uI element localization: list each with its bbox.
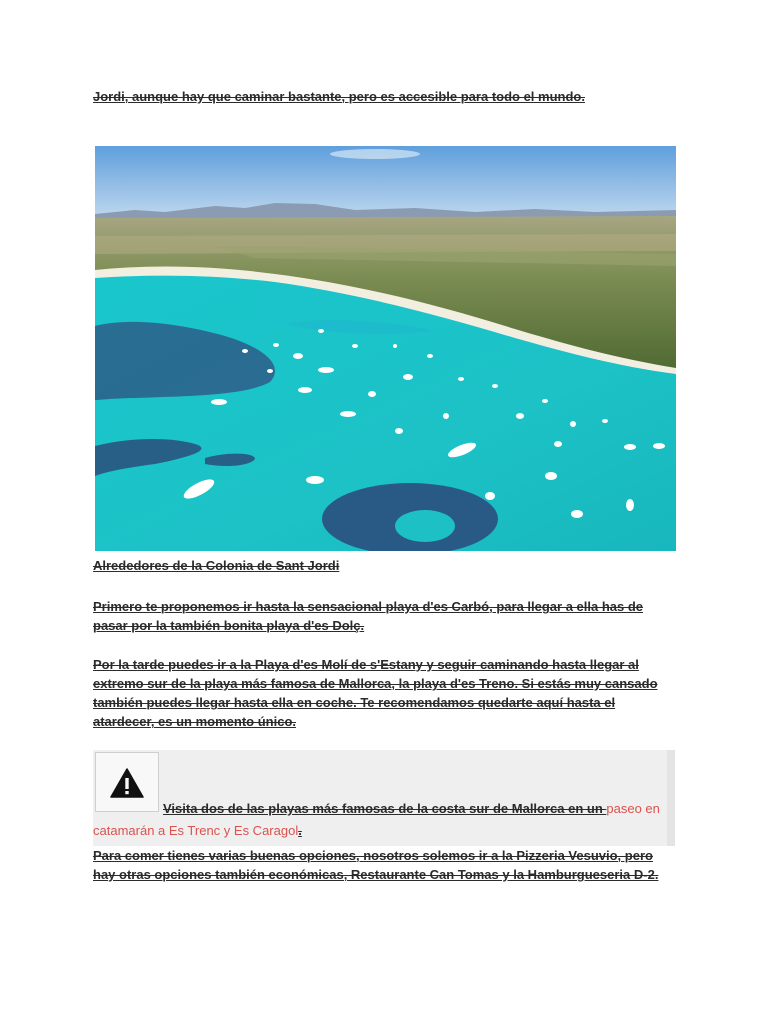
photo-caption: Alrededores de la Colonia de Sant Jordi bbox=[93, 558, 340, 573]
catamaran-tour-link[interactable]: paseo en catamarán a Es Trenc y Es Caragol bbox=[93, 801, 660, 838]
tip-text-after: . bbox=[298, 823, 302, 838]
tip-callout bbox=[93, 750, 675, 846]
warning-icon bbox=[110, 768, 144, 798]
paragraph-tarde: Por la tarde puedes ir a la Playa d'es Molí de s'Estany y seguir caminando hasta llegar al extremo sur de la playa más famosa de Mallorca, la playa d'es Treno. Si estás muy cansado también puedes llegar hasta ella en coche. Te recomendamos quedarte aquí hasta el atardecer, es un momento único. bbox=[93, 657, 658, 729]
tip-text bbox=[93, 798, 671, 842]
intro-paragraph: Jordi, aunque hay que caminar bastante, pero es accesible para todo el mundo. bbox=[93, 89, 585, 104]
paragraph-carbo: Primero te proponemos ir hasta la sensacional playa d'es Carbó, para llegar a ella has de pasar por la también bonita playa d'es Dolç. bbox=[93, 599, 644, 633]
aerial-beach-photo bbox=[95, 146, 676, 551]
tip-text-before: Visita dos de las playas más famosas de la costa sur de Mallorca en un bbox=[163, 801, 607, 816]
paragraph-comer: Para comer tienes varias buenas opciones, nosotros solemos ir a la Pizzeria Vesuvio, pero hay otras opciones también económicas, Restaurante Can Tomas y la Hamburgueseria D-2. bbox=[93, 848, 659, 882]
